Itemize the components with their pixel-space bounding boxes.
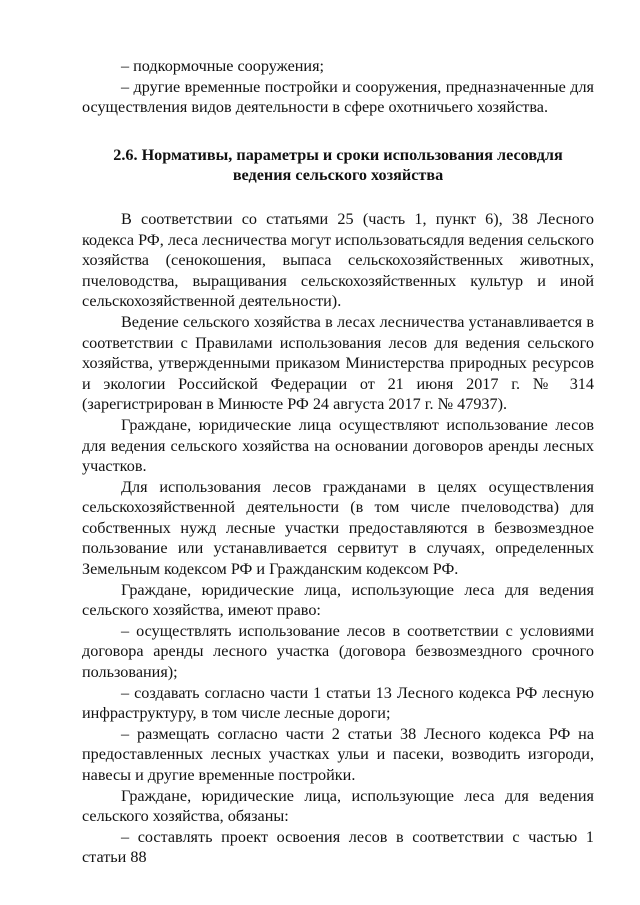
paragraph: Для использования лесов гражданами в целях осуществления сельскохозяйственной деятельности (в том числе пчеловодства) для собственных нужд лесные участки предоставляются в безвозмездное пользование или устанавливается сервитут в случаях, определенных Земельным кодексом РФ и Гражданским кодексом РФ. (82, 477, 594, 579)
list-item: – размещать согласно части 2 статьи 38 Лесного кодекса РФ на предоставленных лесных участках ульи и пасеки, возводить изгороди, навесы и другие временные постройки. (82, 724, 594, 784)
list-item: – составлять проект освоения лесов в соответствии с частью 1 статьи 88 (82, 827, 594, 867)
paragraph: Ведение сельского хозяйства в лесах лесничества устанавливается в соответствии с Правилами использования лесов для ведения сельского хозяйства, утвержденными приказом Министерства природных ресурсов и экологии Российской Федерации от 21 июня 2017 г. № 314 (зарегистрирован в Минюсте РФ 24 августа 2017 г. № 47937). (82, 312, 594, 414)
paragraph: В соответствии со статьями 25 (часть 1, пункт 6), 38 Лесного кодекса РФ, леса лесничества могут использоватьсядля ведения сельского хозяйства (сенокошения, выпаса сельскохозяйственных животных, пчеловодства, выращивания сельскохозяйственных культур и иной сельскохозяйственной деятельности). (82, 209, 594, 311)
section-heading: 2.6. Нормативы, параметры и сроки использования лесовдля ведения сельского хозяйства (113, 145, 563, 185)
document-page (82, 56, 594, 868)
list-item: – подкормочные сооружения; (121, 57, 325, 75)
list-item: – другие временные постройки и сооружения, предназначенные для осуществления видов деятельности в сфере охотничьего хозяйства. (82, 77, 594, 117)
paragraph: Граждане, юридические лица, использующие леса для ведения сельского хозяйства, имеют право: (82, 580, 594, 620)
list-item: – осуществлять использование лесов в соответствии с условиями договора аренды лесного участка (договора безвозмездного срочного пользования); (82, 621, 594, 682)
paragraph: Граждане, юридические лица осуществляют использование лесов для ведения сельского хозяйства на основании договоров аренды лесных участков. (82, 415, 594, 476)
paragraph: Граждане, юридические лица, использующие леса для ведения сельского хозяйства, обязаны: (82, 786, 594, 826)
list-item: – создавать согласно части 1 статьи 13 Лесного кодекса РФ лесную инфраструктуру, в том числе лесные дороги; (82, 683, 594, 723)
